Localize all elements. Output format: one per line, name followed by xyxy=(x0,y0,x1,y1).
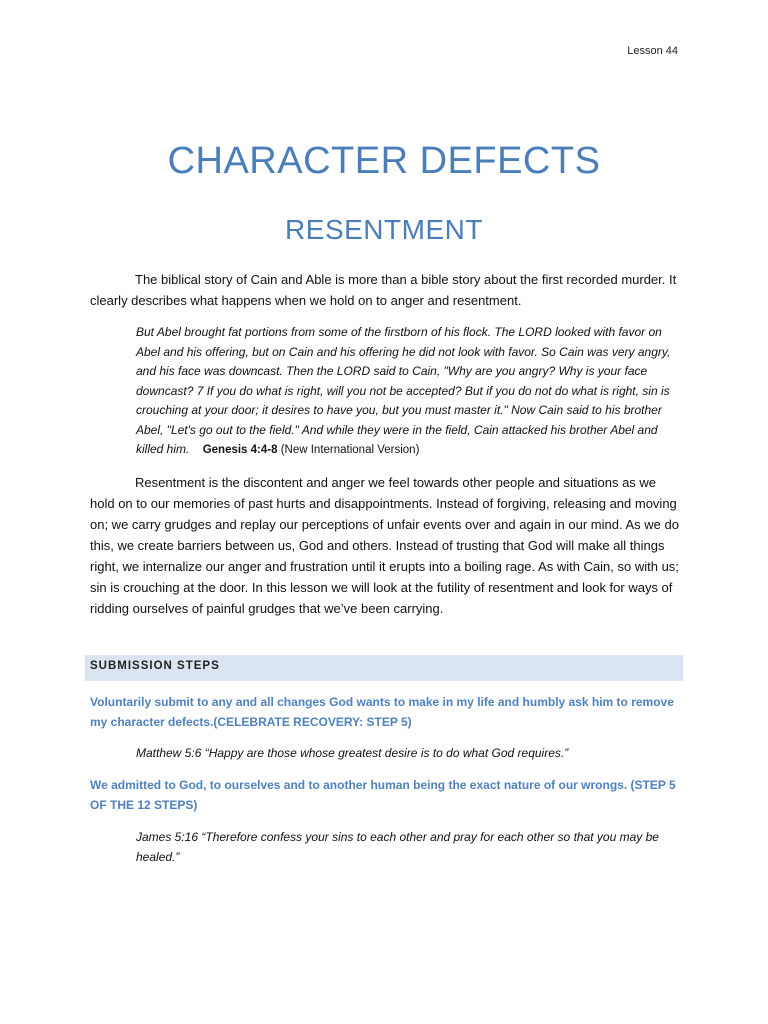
quote-reference xyxy=(203,444,420,456)
page-subtitle: RESENTMENT xyxy=(285,214,483,245)
step-statement: We admitted to God, to ourselves and to another human being the exact nature of our wrongs. (STEP 5 OF THE 12 STEPS) xyxy=(90,778,676,812)
step-verse: James 5:16 “Therefore confess your sins to each other and pray for each other so that you may be healed.” xyxy=(136,830,659,864)
quote-reference-verse: Genesis 4:4-8 xyxy=(202,444,278,456)
body-text: Resentment is the discontent and anger we feel towards other people and situations as we hold on to our memories of past hurts and disappointments. Instead of forgiving, releasing and moving on; we carry grudges and replay our perceptions of unfair events over and again in our mind. As we do this, we create barriers between us, God and others. Instead of trusting that God will make all things right, we internalize our anger and frustration until it erupts into a boiling rage. As with Cain, so with us; sin is crouching at the door. In this lesson we will look at the futility of resentment and look for ways of ridding ourselves of painful grudges that we’ve been carrying. xyxy=(90,475,679,616)
scripture-quote xyxy=(136,323,682,461)
step-verse: Matthew 5:6 “Happy are those whose greatest desire is to do what God requires.” xyxy=(136,746,569,760)
section-heading-bar xyxy=(85,655,683,681)
quote-reference-version: (New International Version) xyxy=(280,444,420,456)
step-statement: Voluntarily submit to any and all changes God wants to make in my life and humbly ask him to remove my character defects.(CELEBRATE RECOVERY: STEP 5) xyxy=(90,695,674,729)
intro-text: The biblical story of Cain and Able is more than a bible story about the first recorded murder. It clearly describes what happens when we hold on to anger and resentment. xyxy=(90,272,677,308)
quote-text: But Abel brought fat portions from some of the firstborn of his flock. The LORD looked with favor on Abel and his offering, but on Cain and his offering he did not look with favor. So Cain was very angry, and his face was downcast. Then the LORD said to Cain, "Why are you angry? Why is your face downcast? 7 If you do what is right, will you not be accepted? But if you do not do what is right, sin is crouching at your door; it desires to have you, but you must master it." Now Cain said to his brother Abel, "Let's go out to the field." And while they were in the field, Cain attacked his brother Abel and killed him. xyxy=(136,325,671,456)
lesson-number: Lesson 44 xyxy=(627,45,678,57)
section-heading: SUBMISSION STEPS xyxy=(90,660,220,672)
body-paragraph xyxy=(90,472,682,619)
page-title: CHARACTER DEFECTS xyxy=(167,140,601,182)
intro-paragraph xyxy=(90,269,682,311)
